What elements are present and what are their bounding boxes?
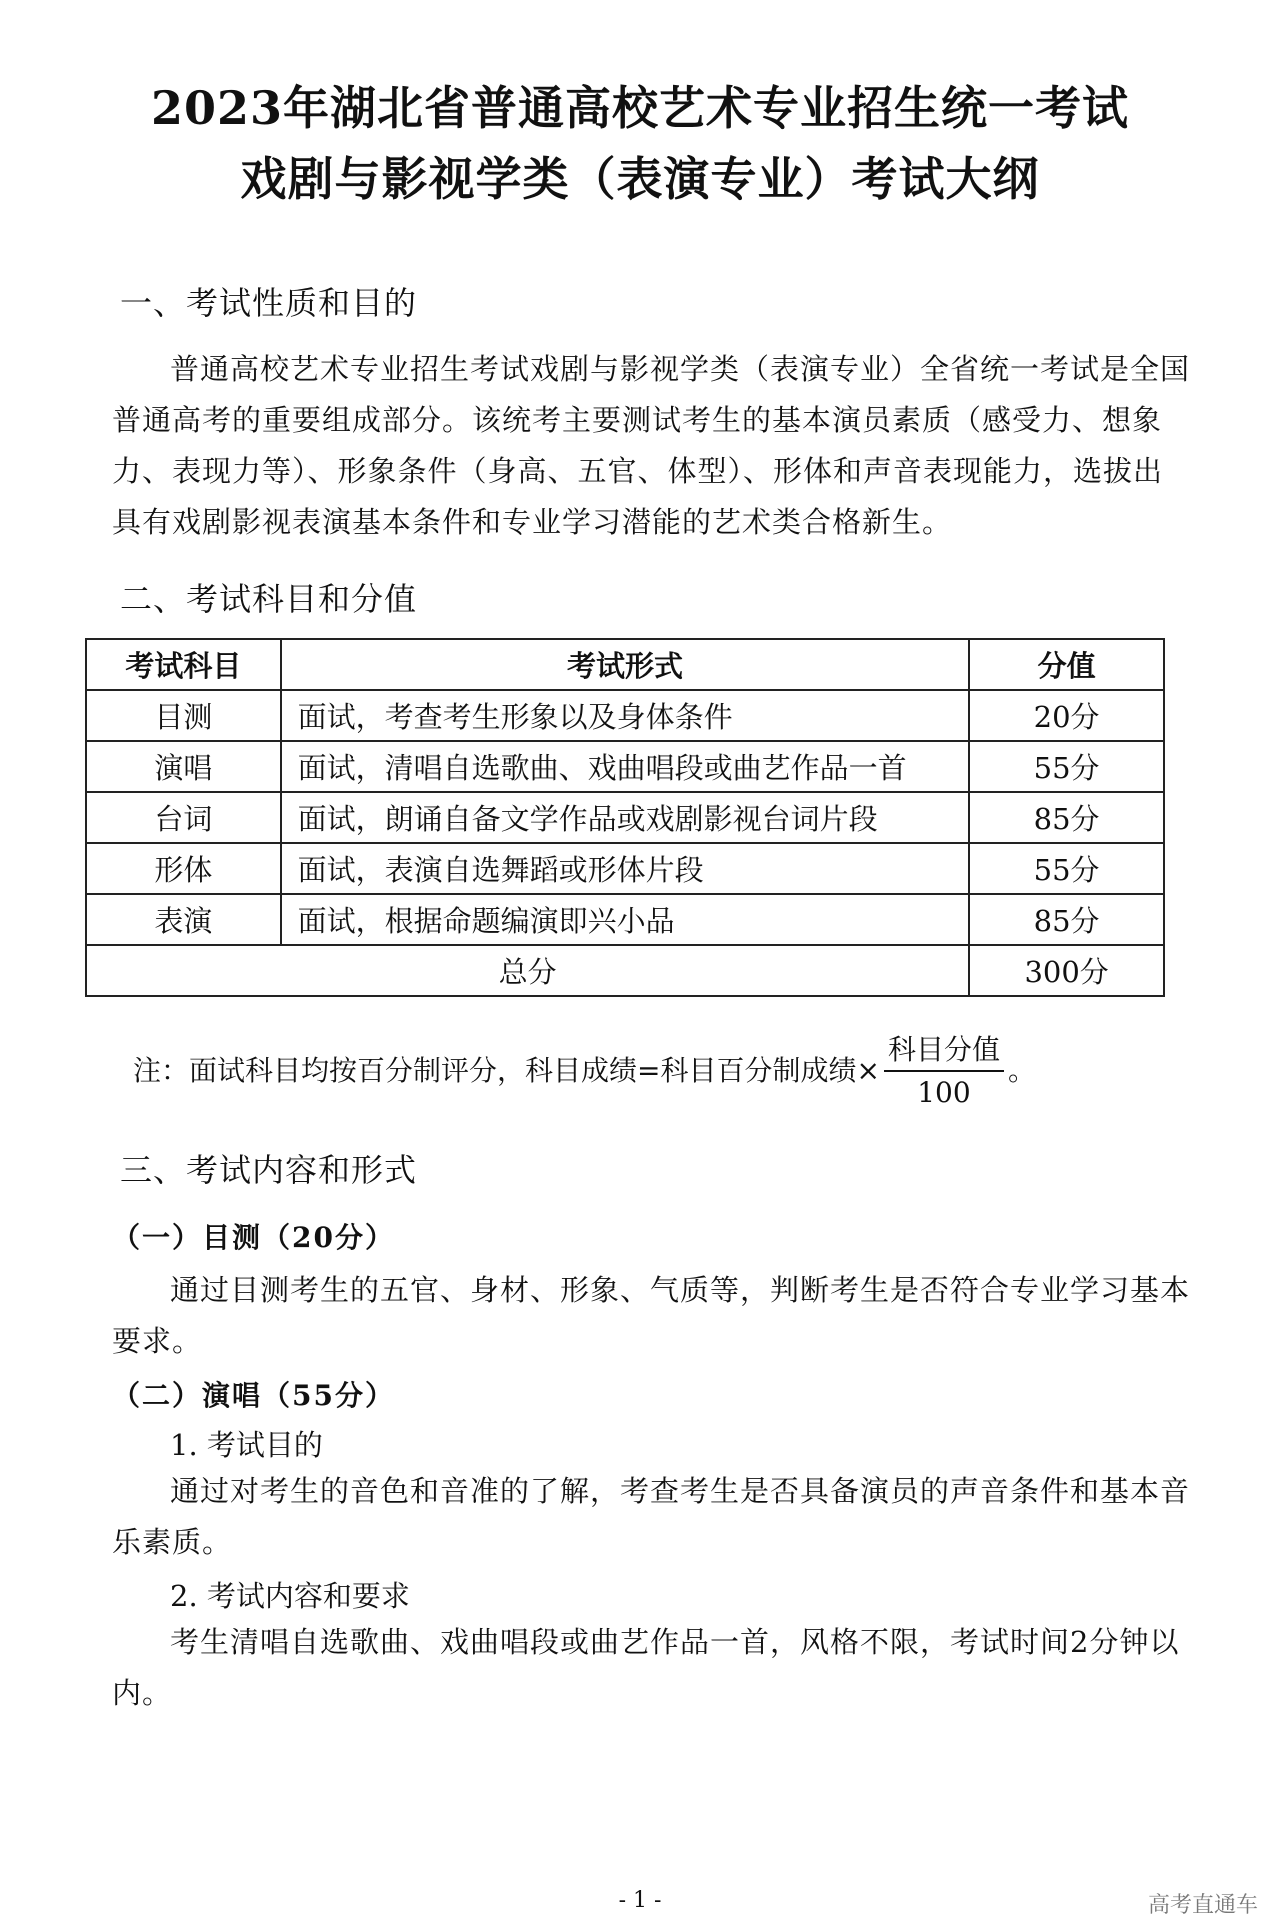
- table-row: [86, 894, 1164, 945]
- fraction-numerator: 科目分值: [884, 1028, 1004, 1072]
- cell-format: 面试，表演自选舞蹈或形体片段: [281, 843, 970, 894]
- header-score: 分值: [969, 639, 1164, 690]
- page-number: - 1 -: [618, 1888, 662, 1913]
- doc-title-line1: 2023年湖北省普通高校艺术专业招生统一考试: [150, 81, 1130, 135]
- item1-paragraph: 通过对考生的音色和音准的了解，考查考生是否具备演员的声音条件和基本音乐素质。: [112, 1474, 1191, 1559]
- section2-heading: 二、考试科目和分值: [120, 580, 418, 618]
- cell-subject: 形体: [86, 843, 281, 894]
- cell-subject: 演唱: [86, 741, 281, 792]
- cell-format: 面试，清唱自选歌曲、戏曲唱段或曲艺作品一首: [281, 741, 970, 792]
- item2-title: 2. 考试内容和要求: [170, 1579, 410, 1613]
- table-total-row: [86, 945, 1164, 996]
- cell-score: 20分: [969, 690, 1164, 741]
- section1-paragraph: 普通高校艺术专业招生考试戏剧与影视学类（表演专业）全省统一考试是全国普通高考的重要组成部分。该统考主要测试考生的基本演员素质（感受力、想象力、表现力等）、形象条件（身高、五官、体型）、形体和声音表现能力，选拔出具有戏剧影视表演基本条件和专业学习潜能的艺术类合格新生。: [112, 352, 1191, 539]
- subsection1-paragraph: 通过目测考生的五官、身材、形象、气质等，判断考生是否符合专业学习基本要求。: [112, 1273, 1191, 1358]
- section1-heading: 一、考试性质和目的: [120, 284, 418, 322]
- cell-score: 55分: [969, 741, 1164, 792]
- table-row: [86, 792, 1164, 843]
- cell-score: 85分: [969, 894, 1164, 945]
- table-header-row: [86, 639, 1164, 690]
- exam-subjects-table: [85, 638, 1165, 997]
- doc-title-line2: 戏剧与影视学类（表演专业）考试大纲: [240, 152, 1040, 206]
- item2-paragraph: 考生清唱自选歌曲、戏曲唱段或曲艺作品一首，风格不限，考试时间2分钟以内。: [112, 1625, 1180, 1710]
- item1-title: 1. 考试目的: [170, 1428, 323, 1462]
- cell-total-value: 300分: [969, 945, 1164, 996]
- subsection2-title: （二）演唱（55分）: [112, 1379, 395, 1412]
- note-suffix: 。: [1007, 1053, 1036, 1087]
- cell-subject: 台词: [86, 792, 281, 843]
- header-format: 考试形式: [281, 639, 970, 690]
- cell-subject: 表演: [86, 894, 281, 945]
- watermark: 高考直通车: [1147, 1893, 1258, 1918]
- table-row: [86, 843, 1164, 894]
- subsection1-title: （一）目测（20分）: [112, 1221, 395, 1254]
- cell-format: 面试，考查考生形象以及身体条件: [281, 690, 970, 741]
- cell-total-label: 总分: [86, 945, 969, 996]
- score-fraction: [884, 1028, 1004, 1109]
- table-row: [86, 741, 1164, 792]
- cell-subject: 目测: [86, 690, 281, 741]
- score-formula-note: [133, 1028, 1036, 1109]
- header-subject: 考试科目: [86, 639, 281, 690]
- cell-format: 面试，根据命题编演即兴小品: [281, 894, 970, 945]
- section3-heading: 三、考试内容和形式: [120, 1151, 418, 1189]
- note-prefix: 注：面试科目均按百分制评分，科目成绩=科目百分制成绩×: [133, 1053, 880, 1087]
- cell-score: 55分: [969, 843, 1164, 894]
- cell-score: 85分: [969, 792, 1164, 843]
- table-row: [86, 690, 1164, 741]
- cell-format: 面试，朗诵自备文学作品或戏剧影视台词片段: [281, 792, 970, 843]
- fraction-denominator: 100: [917, 1076, 971, 1109]
